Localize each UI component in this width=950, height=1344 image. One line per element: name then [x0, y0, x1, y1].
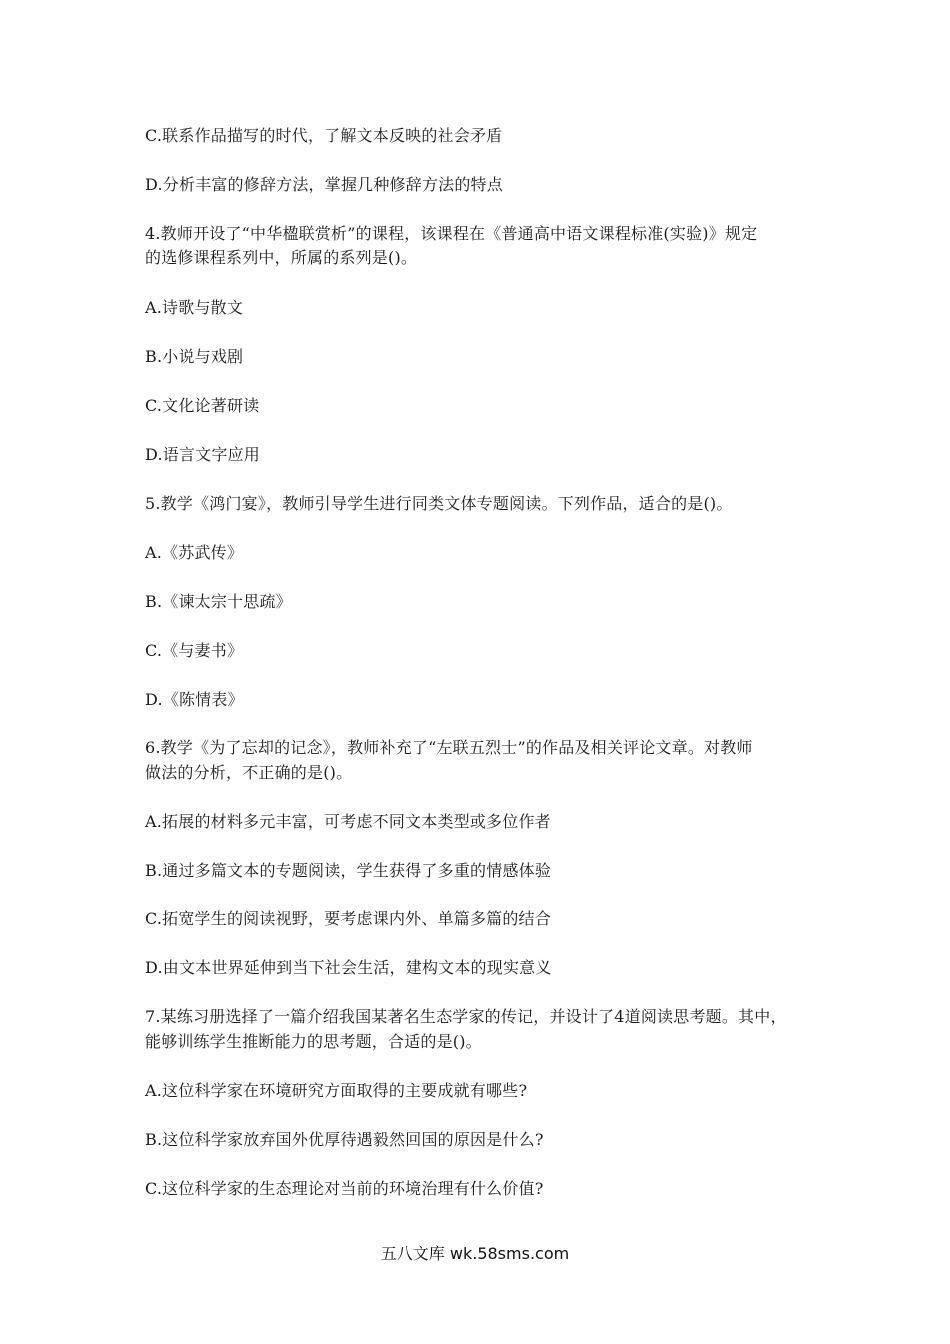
option-6d: D.由文本世界延伸到当下社会生活，建构文本的现实意义 — [145, 958, 552, 977]
question-4-line-1: 4.教师开设了“中华楹联赏析”的课程，该课程在《普通高中语文课程标准(实验)》规定 — [145, 224, 758, 243]
question-6-line-1: 6.教学《为了忘却的记念》，教师补充了“左联五烈士”的作品及相关评论文章。对教师 — [145, 738, 753, 757]
question-7-line-1: 7.某练习册选择了一篇介绍我国某著名生态学家的传记，并设计了4道阅读思考题。其中， — [145, 1007, 787, 1026]
question-6-line-2: 做法的分析，不正确的是()。 — [145, 763, 353, 782]
footer-watermark: 五八文库 wk.58sms.com — [380, 1244, 570, 1263]
option-7c: C.这位科学家的生态理论对当前的环境治理有什么价值? — [145, 1179, 544, 1198]
question-5: 5.教学《鸿门宴》，教师引导学生进行同类文体专题阅读。下列作品，适合的是()。 — [145, 494, 733, 513]
option-4a: A.诗歌与散文 — [145, 298, 244, 317]
option-6c: C.拓宽学生的阅读视野，要考虑课内外、单篇多篇的结合 — [145, 909, 551, 928]
option-3d: D.分析丰富的修辞方法，掌握几种修辞方法的特点 — [145, 175, 503, 194]
option-6b: B.通过多篇文本的专题阅读，学生获得了多重的情感体验 — [145, 861, 552, 880]
option-6a: A.拓展的材料多元丰富，可考虑不同文本类型或多位作者 — [145, 812, 551, 831]
question-7-line-2: 能够训练学生推断能力的思考题，合适的是()。 — [145, 1032, 482, 1051]
option-7b: B.这位科学家放弃国外优厚待遇毅然回国的原因是什么? — [145, 1130, 544, 1149]
option-5d: D.《陈情表》 — [145, 690, 244, 709]
option-3c: C.联系作品描写的时代，了解文本反映的社会矛盾 — [145, 126, 503, 145]
option-7a: A.这位科学家在环境研究方面取得的主要成就有哪些? — [145, 1081, 528, 1100]
option-5c: C.《与妻书》 — [145, 641, 244, 660]
option-5b: B.《谏太宗十思疏》 — [145, 592, 292, 611]
option-4b: B.小说与戏剧 — [145, 347, 244, 366]
option-5a: A.《苏武传》 — [145, 543, 244, 562]
option-4c: C.文化论著研读 — [145, 396, 260, 415]
option-4d: D.语言文字应用 — [145, 445, 260, 464]
question-4-line-2: 的选修课程系列中，所属的系列是()。 — [145, 248, 418, 267]
